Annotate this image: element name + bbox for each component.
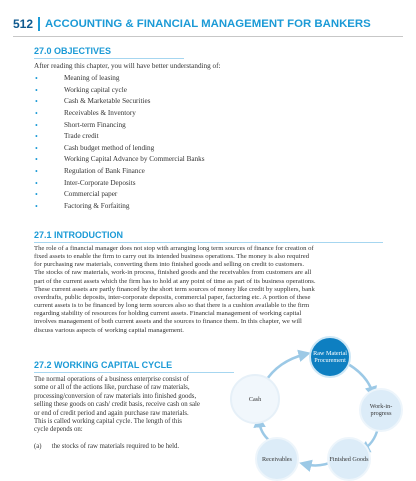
arrow-raw-to-wip <box>348 364 373 394</box>
paragraph-line: The stocks of raw materials, work-in process, finished goods and the receivables from customers are all <box>34 269 312 277</box>
paragraph-line: overdrafts, public deposits, inter-corporate deposits, commercial paper, factoring etc. A portion of these <box>34 293 311 301</box>
paragraph-line: involves management of both current assets and the sources to finance them. In this chapter, we will <box>34 318 302 326</box>
introduction-paragraph <box>34 245 383 335</box>
objective-item: • Working Capital Advance by Commercial Banks <box>34 154 205 166</box>
paragraph-line: These current assets are partly financed by the short term sources of money like credit by suppliers, bank <box>34 285 315 293</box>
node-finished-goods: Finished Goods <box>327 437 371 481</box>
node-work-in-progress: Work-in-progress <box>359 388 403 432</box>
paragraph-line: discuss various aspects of working capital management. <box>34 326 184 334</box>
objectives-underline <box>34 58 184 59</box>
wc-cycle-underline <box>34 372 234 373</box>
paragraph-line: part of the current assets which the firm has to hold at any point of time as part of its business operations. <box>34 277 316 285</box>
paragraph-line: fixed assets to enable the firm to carry out its intended business operations. The money is also required <box>34 253 310 261</box>
objective-item: • Regulation of Bank Finance <box>34 166 205 178</box>
objectives-intro: After reading this chapter, you will have better understanding of: <box>34 62 221 70</box>
wc-cycle-paragraph <box>34 376 246 435</box>
objective-item: • Cash budget method of lending <box>34 143 205 155</box>
paragraph-line: The role of a financial manager does not stop with arranging long term sources of finance for creation of <box>34 245 314 252</box>
paragraph-line: processing/conversion of raw materials into finished goods, <box>34 392 197 400</box>
objective-item: • Short-term Financing <box>34 120 205 132</box>
objective-item: • Cash & Marketable Securities <box>34 96 205 108</box>
objective-item: • Working capital cycle <box>34 85 205 97</box>
paragraph-line: The normal operations of a business enterprise consist of <box>34 376 189 383</box>
running-header <box>13 12 403 37</box>
objective-item: • Trade credit <box>34 131 205 143</box>
running-head-title: ACCOUNTING & FINANCIAL MANAGEMENT FOR BANKERS <box>45 18 371 30</box>
introduction-heading: 27.1 INTRODUCTION <box>34 230 124 240</box>
node-raw-materials: Raw Material Procurement <box>309 336 351 378</box>
objectives-heading: 27.0 OBJECTIVES <box>34 46 112 56</box>
item-text: the stocks of raw materials required to be held. <box>51 443 180 450</box>
paragraph-line: cycle depends on: <box>34 426 83 434</box>
introduction-underline <box>34 242 383 243</box>
paragraph-line: regarding stability of resources for holding current assets. Financial management of working capital <box>34 310 302 318</box>
page-number: 512 <box>13 17 40 31</box>
item-label: (a) <box>34 443 42 450</box>
objective-item: • Receivables & Inventory <box>34 108 205 120</box>
paragraph-line: selling these goods on cash/ credit basis, receive cash on sale <box>34 401 200 409</box>
node-cash: Cash <box>230 374 280 424</box>
paragraph-line: some or all of the actions like, purchase of raw materials, <box>34 384 190 392</box>
objective-item: • Factoring & Forfaiting <box>34 201 205 213</box>
wc-cycle-heading: 27.2 WORKING CAPITAL CYCLE <box>34 360 173 370</box>
paragraph-line: current assets is to be financed by long term sources also so that there is a cushion available to the firm <box>34 302 310 310</box>
objective-item: • Commercial paper <box>34 189 205 201</box>
paragraph-line: This is called working capital cycle. The length of this <box>34 418 182 426</box>
paragraph-line: for purchasing raw materials, converting them into finished goods and selling on credit to customers. <box>34 261 305 269</box>
list-item-a <box>34 443 179 450</box>
objectives-list <box>34 73 205 213</box>
node-receivables: Receivables <box>255 437 299 481</box>
objective-item: • Meaning of leasing <box>34 73 205 85</box>
paragraph-line: or end of credit period and again purchase raw materials. <box>34 409 189 417</box>
working-capital-cycle-diagram <box>240 338 408 481</box>
objective-item: • Inter-Corporate Deposits <box>34 178 205 190</box>
